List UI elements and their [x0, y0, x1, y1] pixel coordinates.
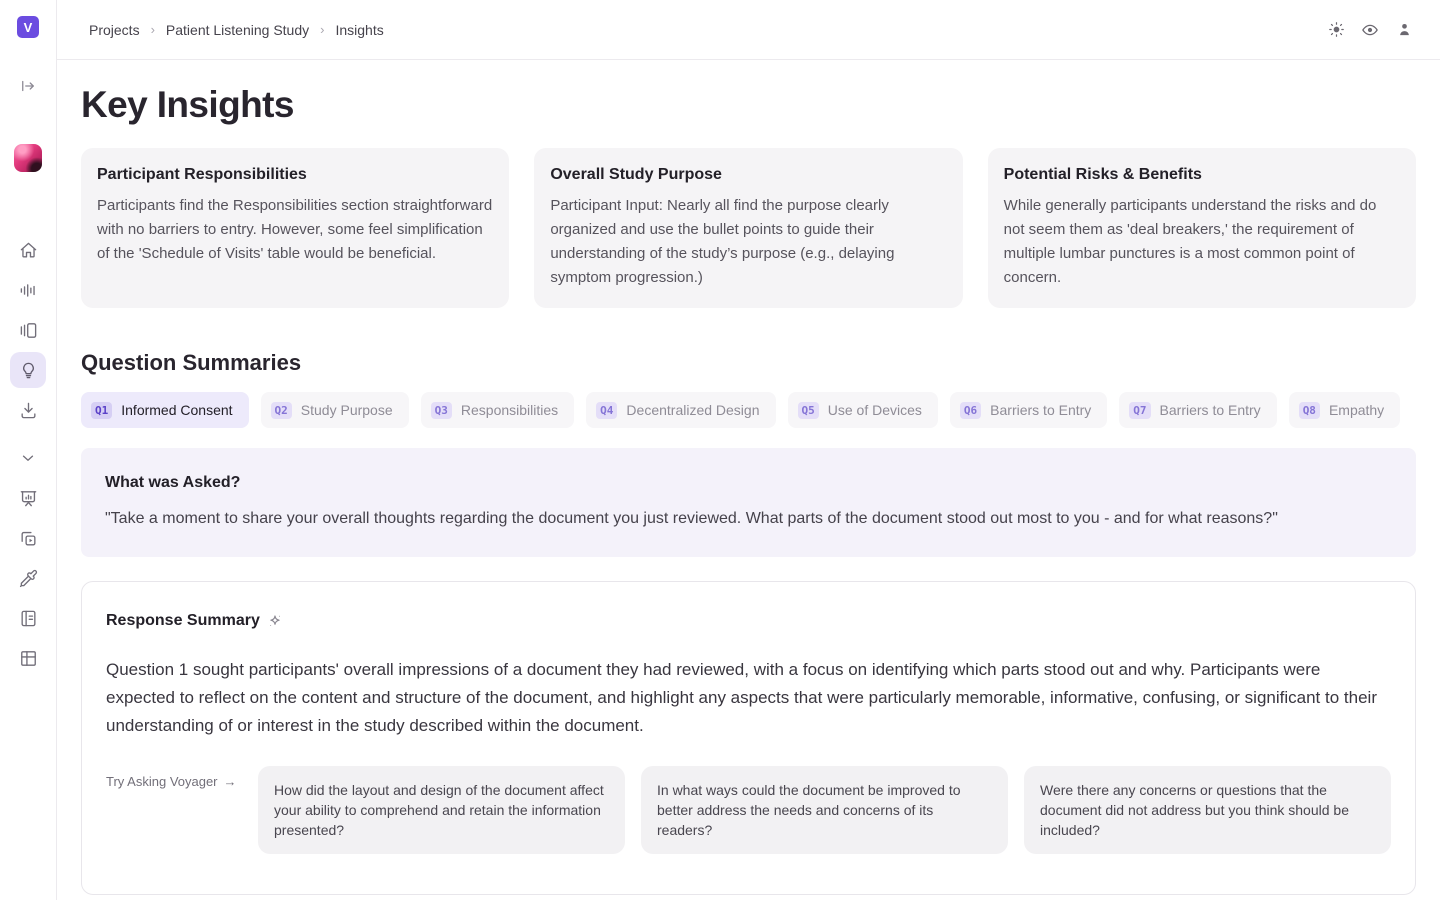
question-tab-label: Responsibilities: [460, 402, 559, 418]
question-badge: Q8: [1299, 402, 1320, 419]
waveform-icon: [19, 281, 38, 300]
sidebar-item-more[interactable]: [10, 440, 46, 476]
question-badge: Q1: [91, 402, 112, 419]
app-logo[interactable]: [17, 16, 39, 38]
sidebar-item-clips[interactable]: [10, 520, 46, 556]
insight-cards: [81, 148, 1416, 308]
suggested-questions: [258, 766, 1391, 854]
question-tab-label: Barriers to Entry: [990, 402, 1092, 418]
insight-card-title: Participant Responsibilities: [97, 166, 307, 183]
download-icon: [19, 401, 38, 420]
insight-card-risks: [988, 148, 1416, 308]
sparkle-icon: [267, 613, 283, 629]
question-tab-q6[interactable]: [950, 392, 1107, 428]
suggested-question-1[interactable]: How did the layout and design of the document affect your ability to comprehend and retain the information presented?: [258, 766, 625, 854]
presentation-icon: [19, 489, 38, 508]
question-tab-label: Empathy: [1328, 402, 1385, 418]
breadcrumb-projects[interactable]: Projects: [89, 21, 140, 38]
question-tab-q3[interactable]: [421, 392, 575, 428]
panel-expand-icon[interactable]: [12, 70, 44, 102]
person-icon: [1396, 21, 1413, 38]
question-tab-q4[interactable]: [586, 392, 775, 428]
question-tab-q1[interactable]: [81, 392, 249, 428]
question-badge: Q5: [798, 402, 819, 419]
insight-card-responsibilities: [81, 148, 509, 308]
suggested-question-3[interactable]: Were there any concerns or questions that the document did not address but you think should be included?: [1024, 766, 1391, 854]
insight-card-title: Overall Study Purpose: [550, 166, 722, 183]
question-badge: Q6: [960, 402, 981, 419]
sidebar-item-home[interactable]: [10, 232, 46, 268]
notebook-icon: [19, 609, 38, 628]
table-icon: [19, 649, 38, 668]
question-badge: Q3: [431, 402, 452, 419]
what-was-asked-quote: "Take a moment to share your overall thoughts regarding the document you just reviewed. What parts of the document stood out most to you - and for what reasons?": [105, 510, 1278, 527]
account-button[interactable]: [1390, 16, 1418, 44]
sidebar-item-highlighter[interactable]: [10, 560, 46, 596]
sidebar-item-notebook[interactable]: [10, 600, 46, 636]
sidebar-item-presentation[interactable]: [10, 480, 46, 516]
question-tab-label: Study Purpose: [300, 402, 393, 418]
lightbulb-icon: [19, 361, 38, 380]
try-asking-voyager-label: Try Asking Voyager: [106, 774, 218, 789]
breadcrumb-insights: Insights: [335, 21, 384, 38]
arrow-right-icon: →: [223, 774, 237, 789]
gallery-icon: [19, 321, 38, 340]
question-badge: Q7: [1129, 402, 1150, 419]
sidebar-item-table[interactable]: [10, 640, 46, 676]
chevron-down-icon: [19, 449, 37, 467]
response-summary-card: [81, 581, 1416, 895]
topbar-actions: [1322, 16, 1418, 44]
breadcrumb-separator: ›: [150, 22, 155, 37]
view-button[interactable]: [1356, 16, 1384, 44]
pipette-icon: [19, 569, 38, 588]
eye-icon: [1361, 21, 1379, 39]
sidebar-item-audio[interactable]: [10, 272, 46, 308]
question-summaries-title: Question Summaries: [81, 350, 302, 375]
app-logo-letter: V: [23, 19, 33, 35]
breadcrumb: [89, 22, 384, 38]
question-badge: Q2: [271, 402, 292, 419]
page-title: Key Insights: [81, 84, 294, 125]
workspace-avatar[interactable]: [14, 144, 42, 172]
insight-card-title: Potential Risks & Benefits: [1003, 166, 1202, 183]
breadcrumb-separator: ›: [320, 22, 325, 37]
question-tab-q5[interactable]: [788, 392, 938, 428]
question-tab-q8[interactable]: [1289, 392, 1401, 428]
question-tab-label: Informed Consent: [121, 402, 233, 418]
clips-icon: [19, 529, 38, 548]
sidebar: [0, 0, 57, 900]
try-asking-voyager-link[interactable]: [106, 766, 258, 854]
top-bar: [57, 0, 1440, 60]
insight-card-body: While generally participants understand the risks and do not seem them as 'deal breakers,' the requirement of multiple lumbar punctures is a most common point of concern.: [1003, 197, 1377, 286]
question-badge: Q4: [596, 402, 617, 419]
insight-card-body: Participants find the Responsibilities section straightforward with no barriers to entry. However, some feel simplification of the 'Schedule of Visits' table would be beneficial.: [97, 197, 493, 262]
question-tab-q7[interactable]: [1119, 392, 1276, 428]
sidebar-item-export[interactable]: [10, 392, 46, 428]
sun-icon: [1328, 21, 1345, 38]
question-tab-label: Decentralized Design: [626, 402, 760, 418]
question-tab-label: Barriers to Entry: [1159, 402, 1261, 418]
suggested-question-2[interactable]: In what ways could the document be improved to better address the needs and concerns of its readers?: [641, 766, 1008, 854]
breadcrumb-study[interactable]: Patient Listening Study: [165, 21, 310, 38]
home-icon: [19, 241, 38, 260]
sidebar-item-insights[interactable]: [10, 352, 46, 388]
question-tab-q2[interactable]: [261, 392, 409, 428]
insight-card-purpose: [534, 148, 962, 308]
sidebar-item-gallery[interactable]: [10, 312, 46, 348]
response-summary-title: Response Summary: [106, 612, 260, 629]
theme-toggle-button[interactable]: [1322, 16, 1350, 44]
sidebar-nav: [10, 232, 46, 680]
what-was-asked-title: What was Asked?: [105, 474, 241, 491]
question-tabs: [81, 392, 1416, 428]
what-was-asked-card: [81, 448, 1416, 557]
question-tab-label: Use of Devices: [827, 402, 922, 418]
response-summary-body: Question 1 sought participants' overall impressions of a document they had reviewed, with a focus on identifying which parts stood out and why. Participants were expected to reflect on the content and structure of the document, and highlight any aspects that were particularly memorable, informative, confusing, or significant to their understanding of or interest in the study described within the document.: [106, 660, 1377, 735]
try-asking-row: [106, 766, 1391, 854]
insight-card-body: Participant Input: Nearly all find the purpose clearly organized and use the bullet points to guide their understanding of the study’s purpose (e.g., delaying symptom progression.): [550, 197, 895, 286]
